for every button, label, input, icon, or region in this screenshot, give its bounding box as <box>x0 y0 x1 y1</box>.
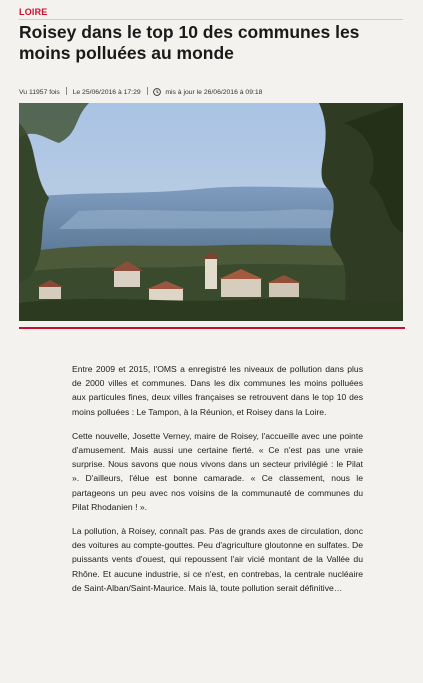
photo-divider <box>19 327 405 329</box>
article-meta <box>19 87 409 98</box>
clock-icon <box>153 88 161 98</box>
article-photo[interactable] <box>19 103 403 321</box>
section-divider <box>19 19 403 20</box>
meta-divider <box>147 87 148 95</box>
meta-divider <box>66 87 67 95</box>
article-headline: Roisey dans le top 10 des communes les moins polluées au monde <box>19 22 360 63</box>
paragraph: Cette nouvelle, Josette Verney, maire de Roisey, l'accueille avec une pointe d'amusement. Mais aussi une certaine fierté. « Ce n'est pas une vraie surprise. Nous savons que nous vivons dans un secteur privilégié : le Pilat ». D'ailleurs, l'élue est bonne camarade. « Ce classement, nous le partageons un peu avec nos voisins de la communauté de communes du Pilat Rhodanien ! ». <box>72 430 363 512</box>
publish-date: Le 25/06/2016 à 17:29 <box>72 89 141 96</box>
paragraph: Entre 2009 et 2015, l'OMS a enregistré les niveaux de pollution dans plus de 2000 villes et communes. Dans les dix communes les moins polluées aux particules fines, deux villes françaises se retrouvent dans le top 10 des moins polluées : Le Tampon, à la Réunion, et Roisey dans la Loire. <box>72 364 363 417</box>
section-label[interactable]: LOIRE <box>19 7 48 17</box>
view-count: Vu 11957 fois <box>19 89 60 96</box>
article-body <box>72 362 363 605</box>
paragraph: La pollution, à Roisey, connaît pas. Pas de grands axes de circulation, donc des voitures au compte-gouttes. Peu d'agriculture gloutonne en sulfates. De puissants vents d'ouest, qui repoussent l'air vicié montant de la Vallée du Rhône. Et aucune industrie, si ce n'est, en contrebas, la centrale nucléaire de Saint-Alban/Saint-Maurice. Mais là, toute pollution serait définitive… <box>72 526 363 593</box>
update-date: mis à jour le 26/06/2016 à 09:18 <box>165 89 263 96</box>
